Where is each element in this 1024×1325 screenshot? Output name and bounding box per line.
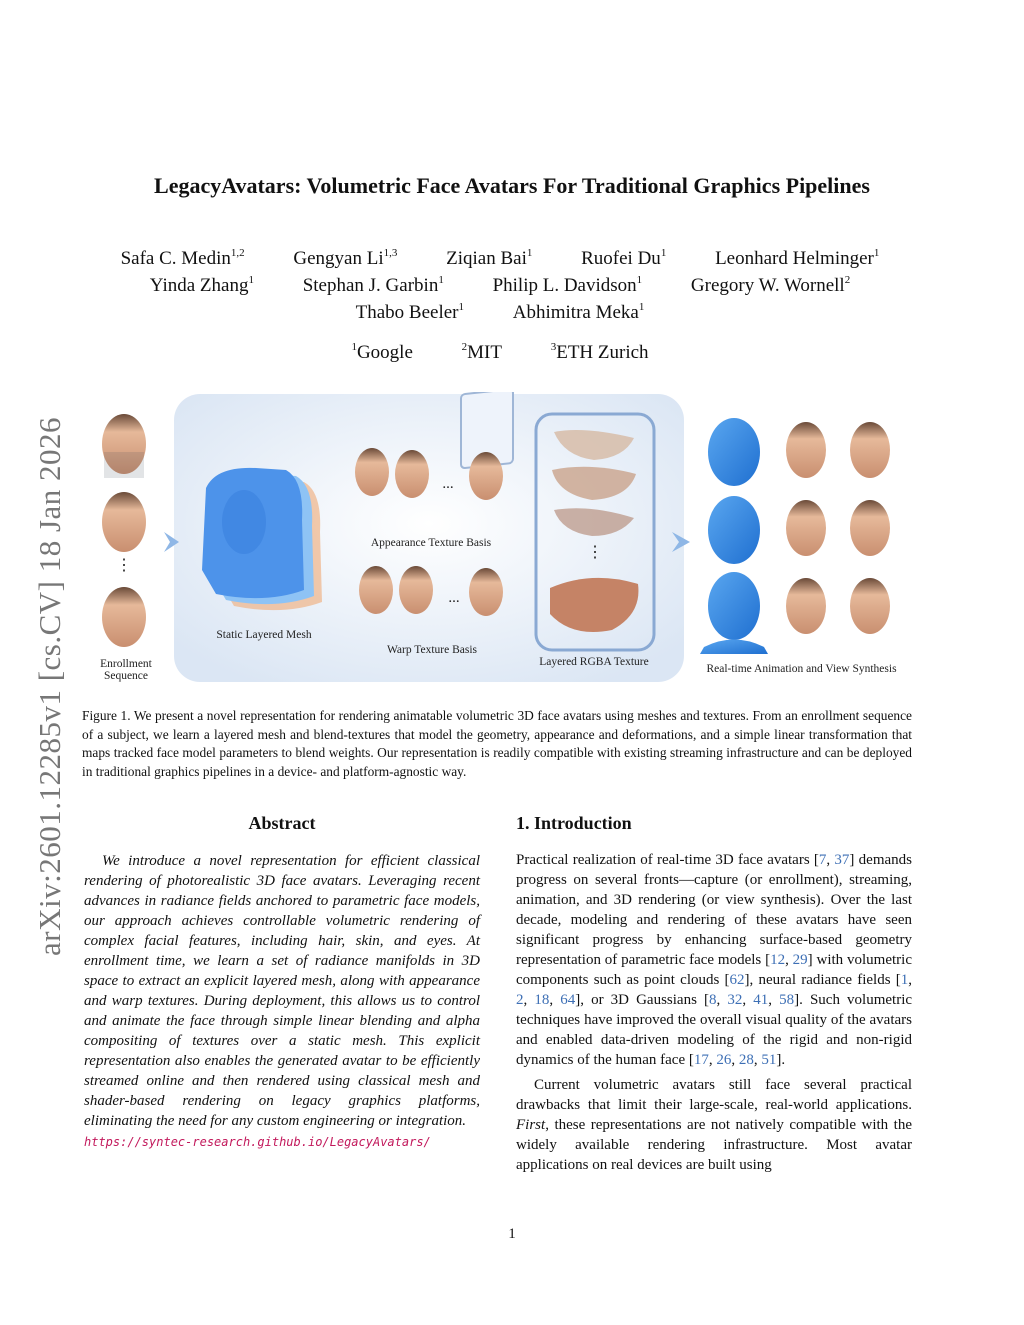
realtime-label: Real-time Animation and View Synthesis [706, 663, 897, 675]
author: Abhimitra Meka$^1$ [512, 301, 645, 323]
citation-link[interactable]: 1 [900, 972, 909, 988]
blue-heads [700, 418, 768, 654]
citation-link[interactable]: 41 [753, 992, 769, 1008]
author: Ziqian Bai$^1$ [446, 247, 533, 269]
appearance-ellipsis: ... [442, 476, 454, 492]
static-layered-mesh [202, 468, 322, 610]
figure-caption: Figure 1. We present a novel representation for rendering animatable volumetric 3D face avatars using meshes and textures. From an enrollment sequence of a subject, we learn a layered mesh and blend-textures that model the geometry, appearance and deformations, and a simple linear transformation that maps tracked face model parameters to blend weights. Our representation is readily compatible with existing streaming infrastructure and can be deployed in traditional graphics pipelines in a device- and platform-agnostic way. [82, 708, 912, 779]
citation-link[interactable]: 26 [716, 1052, 732, 1068]
author: Philip L. Davidson$^1$ [492, 274, 643, 296]
abstract-body [84, 851, 480, 1152]
citation-link[interactable]: 8 [709, 992, 717, 1008]
intro-paragraph-2: Current volumetric avatars still face several practical drawbacks that limit their large-scale, real-world applications. First, these representations are not natively compatible with the widely available rendering infrastructure. Most avatar applications on real devices are built using [516, 1077, 912, 1173]
rgba-label: Layered RGBA Texture [539, 656, 649, 668]
citation-link[interactable]: 64 [560, 992, 576, 1008]
static-mesh-label: Static Layered Mesh [216, 629, 312, 641]
authors-row-2 [80, 275, 920, 297]
abstract-heading: Abstract [248, 813, 316, 833]
appearance-label: Appearance Texture Basis [370, 537, 492, 549]
authors-row-1 [80, 248, 920, 270]
arxiv-id: arXiv:2601.12285v1 [cs.CV] 18 Jan 2026 [32, 416, 67, 956]
warp-ellipsis: ... [448, 590, 460, 606]
page-number: 1 [508, 1226, 516, 1242]
enrollment-faces [102, 414, 146, 647]
abstract-text: We introduce a novel representation for efficient classical rendering of photorealistic 3D face avatars. Leveraging recent advances in radiance fields anchored to parametric face models, our approach achieves controllable volumetric rendering of complex facial features, including hair, skin, and eyes. At enrollment time, we learn a set of radiance manifolds in 3D space to extract an explicit layered mesh, along with appearance and warp textures. During deployment, this allows us to control and animate the face through simple linear blending and alpha compositing of textures over a static mesh. This explicit representation also enables the generated avatar to be efficiently streamed online and then rendered using classical mesh and shader-based rendering on legacy graphics platforms, eliminating the need for any custom engineering or integration. [84, 853, 480, 1129]
citation-link[interactable]: 62 [729, 972, 745, 988]
author: Gengyan Li$^{1,3}$ [293, 247, 398, 269]
author: Yinda Zhang$^1$ [149, 274, 254, 296]
author: Thabo Beeler$^1$ [355, 301, 464, 323]
citation-link[interactable]: 32 [727, 992, 743, 1008]
citation-link[interactable]: 12 [770, 952, 786, 968]
author: Safa C. Medin$^{1,2}$ [120, 247, 245, 269]
intro-body [516, 850, 912, 1175]
citation-link[interactable]: 2 [516, 992, 524, 1008]
author: Gregory W. Wornell$^2$ [690, 274, 851, 296]
affiliation: $^3$ETH Zurich [550, 341, 649, 363]
intro-paragraph-1: Practical realization of real-time 3D face avatars [7, 37] demands progress on several fronts—capture (or enrollment), streaming, animation, and 3D rendering (or view synthesis). Over the last decade, modeling and rendering of these avatars have seen significant progress by enhancing surface-based geometry representation of parametric face models [12, 29] with volumetric components such as point clouds [62], neural radiance fields [1, 2, 18, 64], or 3D Gaussians [8, 32, 41, 58]. Such volumetric techniques have improved the overall visual quality of the avatars and enabled data-driven modeling of the rigid and non-rigid dynamics of the human face [17, 26, 28, 51]. [516, 852, 913, 1068]
warp-label: Warp Texture Basis [386, 644, 478, 656]
citation-link[interactable]: 29 [792, 952, 808, 968]
author: Leonhard Helminger$^1$ [715, 247, 880, 269]
enrollment-label: Enrollment Sequence [100, 658, 152, 682]
intro-heading: 1. Introduction [516, 813, 632, 833]
rgba-vdots: ⋮ [587, 544, 603, 561]
paper-title: LegacyAvatars: Volumetric Face Avatars For Traditional Graphics Pipelines [154, 173, 870, 198]
citation-link[interactable]: 28 [738, 1052, 754, 1068]
citation-link[interactable]: 18 [534, 992, 550, 1008]
citation-link[interactable]: 17 [693, 1052, 709, 1068]
citation-link[interactable]: 37 [834, 852, 850, 868]
author: Stephan J. Garbin$^1$ [302, 274, 444, 296]
citation-link[interactable]: 51 [761, 1052, 777, 1068]
synthesized-faces [786, 422, 890, 634]
citation-link[interactable]: 7 [818, 852, 827, 868]
affiliation: $^2$MIT [461, 341, 502, 363]
affiliations [80, 342, 920, 364]
arxiv-sidebar [28, 378, 67, 958]
project-url-link[interactable]: https://syntec-research.github.io/LegacyAvatars/ [84, 1135, 431, 1149]
enrollment-vdots: ⋮ [116, 557, 132, 574]
authors-row-3 [80, 302, 920, 324]
affiliation: $^1$Google [351, 341, 413, 363]
teaser-figure [84, 392, 914, 692]
citation-link[interactable]: 58 [779, 992, 795, 1008]
author: Ruofei Du$^1$ [581, 247, 667, 269]
